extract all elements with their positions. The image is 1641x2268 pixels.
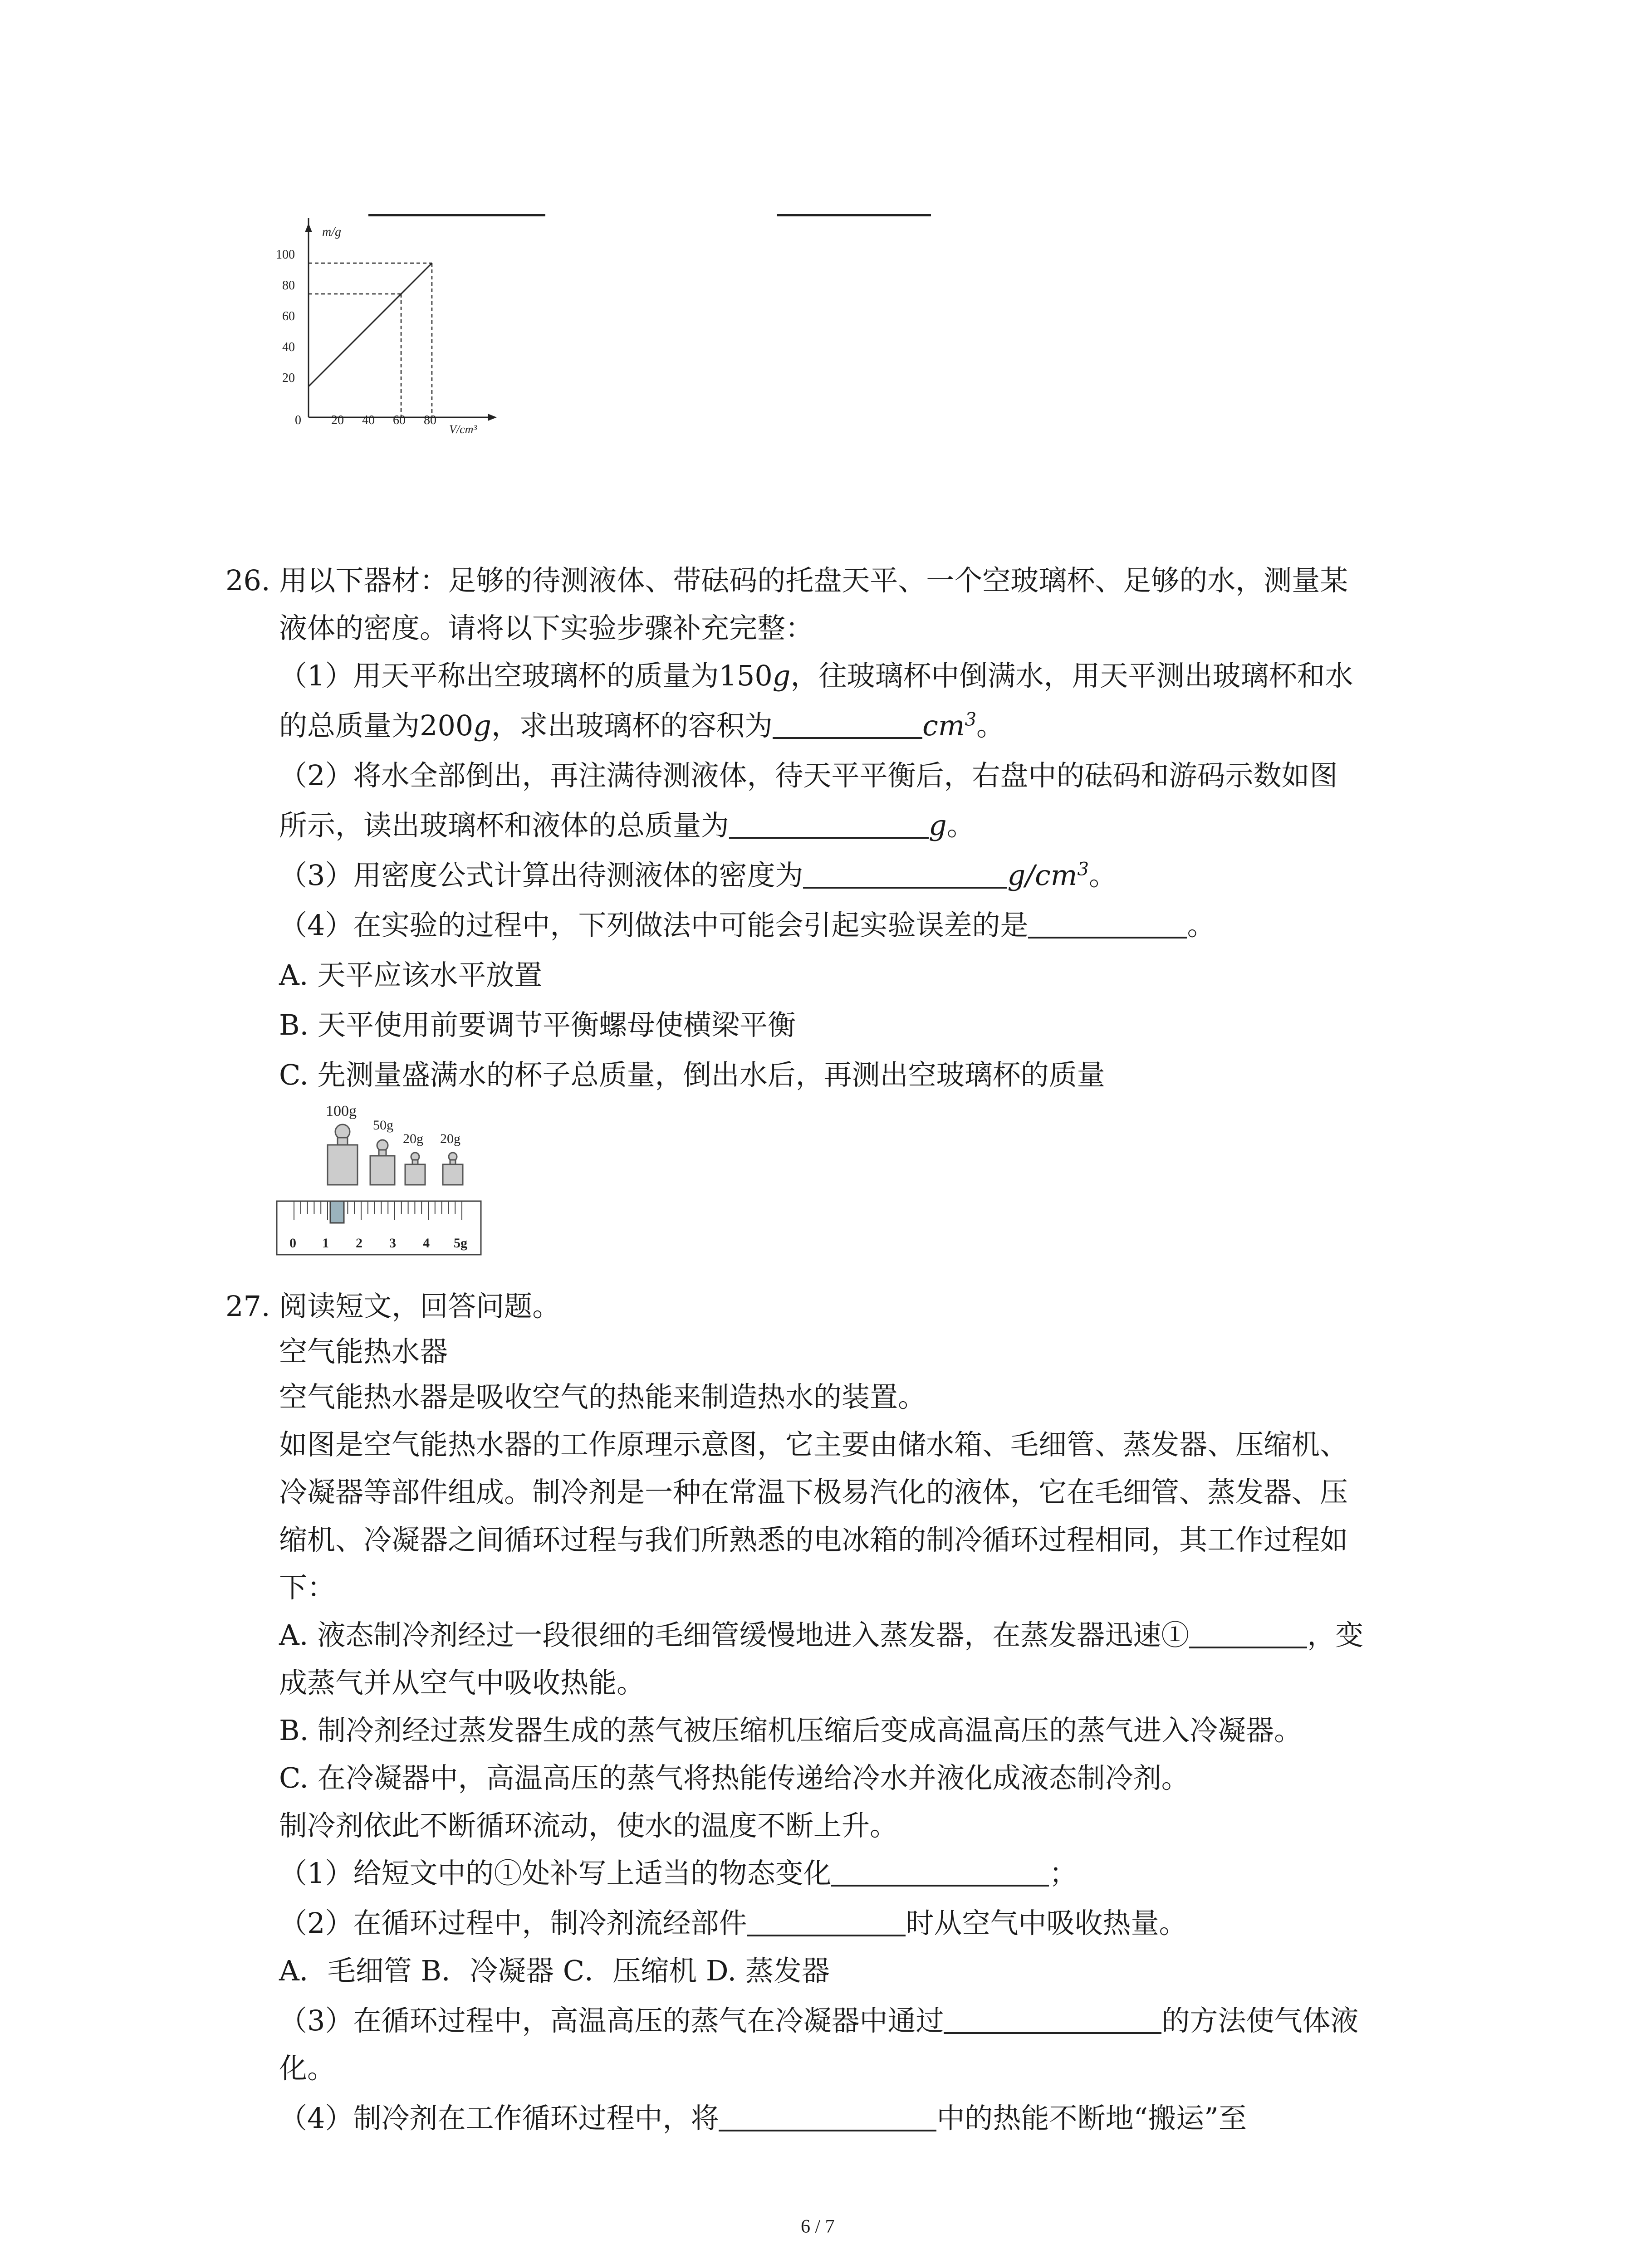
scale-label: 1 <box>322 1236 329 1251</box>
volume-answer-blank[interactable] <box>773 710 922 739</box>
q26-step-4-text: （4）在实验的过程中，下列做法中可能会引起实验误差的是 <box>279 909 1029 942</box>
q27-para-2b: 冷凝器等部件组成。制冷剂是一种在常温下极易汽化的液体，它在毛细管、蒸发器、压 <box>279 1476 1348 1509</box>
scale-label: 0 <box>289 1236 296 1251</box>
period: 。 <box>1187 909 1215 942</box>
q27-q3-text-b: 的方法使气体液 <box>1161 2004 1359 2037</box>
scale-label: 4 <box>423 1236 430 1251</box>
unit-g: g <box>473 709 492 742</box>
q27-question-2 <box>279 1905 1187 1941</box>
weight-100g <box>328 1124 358 1185</box>
y-tick: 60 <box>282 309 295 323</box>
weight-20g-second <box>443 1153 463 1185</box>
prev-answer-blank-1[interactable] <box>368 214 545 216</box>
x-tick: 80 <box>424 413 436 427</box>
q26-step-1-text-c: 的总质量为200 <box>279 709 474 742</box>
x-tick: 0 <box>295 413 301 427</box>
q26-option-a: A. 天平应该水平放置 <box>279 958 543 992</box>
q27-process-c: C. 在冷凝器中，高温高压的蒸气将热能传递给冷水并液化成液态制冷剂。 <box>279 1761 1190 1794</box>
q26-step-1-text-d: ，求出玻璃杯的容积为 <box>491 709 773 742</box>
q27-q2-text-a: （2）在循环过程中，制冷剂流经部件 <box>279 1906 747 1940</box>
unit-g: g <box>772 659 791 692</box>
q27-q2-text-b: 时从空气中吸收热量。 <box>906 1906 1187 1940</box>
q26-step-3-text: （3）用密度公式计算出待测液体的密度为 <box>279 859 803 892</box>
density-answer-blank[interactable] <box>803 860 1007 889</box>
mass-volume-graph <box>254 218 508 435</box>
q27-process-b: B. 制冷剂经过蒸发器生成的蒸气被压缩机压缩后变成高温高压的蒸气进入冷凝器。 <box>279 1714 1302 1747</box>
weight-label-100g: 100g <box>326 1103 357 1119</box>
q27-para-1: 空气能热水器是吸收空气的热能来制造热水的装置。 <box>279 1380 926 1413</box>
heat-source-answer-blank[interactable] <box>719 2102 936 2131</box>
unit-cm: cm <box>922 709 965 742</box>
q27-para-2d: 下： <box>279 1571 336 1604</box>
unit-exp: 3 <box>1077 859 1089 880</box>
balance-weights-figure <box>272 1098 485 1261</box>
component-answer-blank[interactable] <box>747 1907 906 1936</box>
scale-label: 5g <box>454 1236 467 1251</box>
q26-step-1-text-b: ，往玻璃杯中倒满水，用天平测出玻璃杯和水 <box>790 659 1353 692</box>
q27-question-3 <box>279 2003 1358 2039</box>
q26-step-2: （2）将水全部倒出，再注满待测液体，待天平平衡后，右盘中的砝码和游码示数如图 <box>279 759 1338 792</box>
phase-change-blank-2[interactable] <box>831 1857 1049 1887</box>
q27-question-1 <box>279 1855 1077 1892</box>
x-tick: 40 <box>362 413 375 427</box>
error-answer-blank[interactable] <box>1028 909 1187 938</box>
period: 。 <box>1089 859 1117 892</box>
unit-g: g <box>929 809 947 842</box>
x-tick: 20 <box>331 413 344 427</box>
q27-q1-text: （1）给短文中的①处补写上适当的物态变化 <box>279 1857 832 1890</box>
unit-exp: 3 <box>965 709 977 730</box>
unit-g-cm: g/cm <box>1007 859 1078 892</box>
page-number: 6 / 7 <box>801 2216 835 2237</box>
weight-50g <box>370 1140 395 1185</box>
q27-line-1: 27. 阅读短文，回答问题。 <box>225 1290 561 1323</box>
scale-label: 3 <box>389 1236 396 1251</box>
weight-label-20g-second: 20g <box>440 1131 460 1146</box>
period: 。 <box>946 809 975 842</box>
q26-step-4 <box>279 907 1215 943</box>
x-axis-label: V/cm³ <box>449 423 477 435</box>
q26-option-c: C. 先测量盛满水的杯子总质量，倒出水后，再测出空玻璃杯的质量 <box>279 1058 1105 1091</box>
weight-label-20g: 20g <box>403 1131 423 1146</box>
q26-line-1: 26. 用以下器材：足够的待测液体、带砝码的托盘天平、一个空玻璃杯、足够的水，测量某 <box>225 564 1348 597</box>
weight-20g <box>405 1153 425 1185</box>
q27-q4-text-a: （4）制冷剂在工作循环过程中，将 <box>279 2102 719 2135</box>
q27-q1-end: ； <box>1049 1857 1078 1890</box>
x-tick: 60 <box>393 413 406 427</box>
q26-step-3 <box>279 857 1117 894</box>
q27-para-2c: 缩机、冷凝器之间循环过程与我们所熟悉的电冰箱的制冷循环过程相同，其工作过程如 <box>279 1523 1348 1556</box>
q27-process-a-cont: 成蒸气并从空气中吸收热能。 <box>279 1666 645 1699</box>
q26-step-1 <box>279 658 1353 694</box>
q27-question-3-cont: 化。 <box>279 2052 336 2085</box>
q27-q3-text-a: （3）在循环过程中，高温高压的蒸气在冷凝器中通过 <box>279 2004 944 2037</box>
q27-question-4 <box>279 2100 1247 2136</box>
q27-process-a-text: A. 液态制冷剂经过一段很细的毛细管缓慢地进入蒸发器，在蒸发器迅速① <box>279 1618 1190 1652</box>
scale-label: 2 <box>356 1236 362 1251</box>
q26-step-1-cont <box>279 708 1004 744</box>
y-tick: 80 <box>282 279 295 293</box>
q27-process-a-end: ，变 <box>1307 1618 1364 1652</box>
phase-change-blank-1[interactable] <box>1189 1619 1307 1648</box>
weight-label-50g: 50g <box>373 1118 393 1133</box>
y-axis-label: m/g <box>322 225 341 239</box>
rider-slider[interactable] <box>330 1201 344 1223</box>
q26-step-2-text: 所示，读出玻璃杯和液体的总质量为 <box>279 809 730 842</box>
q26-step-1-text-a: （1）用天平称出空玻璃杯的质量为150 <box>279 659 773 692</box>
q27-title: 空气能热水器 <box>279 1335 448 1368</box>
q26-step-2-cont <box>279 807 975 844</box>
y-tick: 100 <box>276 248 295 262</box>
y-tick: 20 <box>282 371 295 385</box>
q26-option-b: B. 天平使用前要调节平衡螺母使横梁平衡 <box>279 1008 796 1041</box>
q27-q2-options: A．毛细管 B．冷凝器 C．压缩机 D. 蒸发器 <box>279 1954 830 1987</box>
prev-answer-blank-2[interactable] <box>777 214 931 216</box>
period: 。 <box>976 709 1005 742</box>
mass-volume-line <box>309 263 432 386</box>
method-answer-blank[interactable] <box>944 2005 1161 2034</box>
q26-line-2: 液体的密度。请将以下实验步骤补充完整： <box>279 611 814 645</box>
q27-para-3: 制冷剂依此不断循环流动，使水的温度不断上升。 <box>279 1809 898 1842</box>
y-tick: 40 <box>282 340 295 354</box>
q27-para-2a: 如图是空气能热水器的工作原理示意图，它主要由储水箱、毛细管、蒸发器、压缩机、 <box>279 1428 1348 1461</box>
total-mass-answer-blank[interactable] <box>729 810 929 839</box>
q27-process-a <box>279 1617 1363 1653</box>
q27-q4-text-b: 中的热能不断地“搬运”至 <box>936 2102 1247 2135</box>
